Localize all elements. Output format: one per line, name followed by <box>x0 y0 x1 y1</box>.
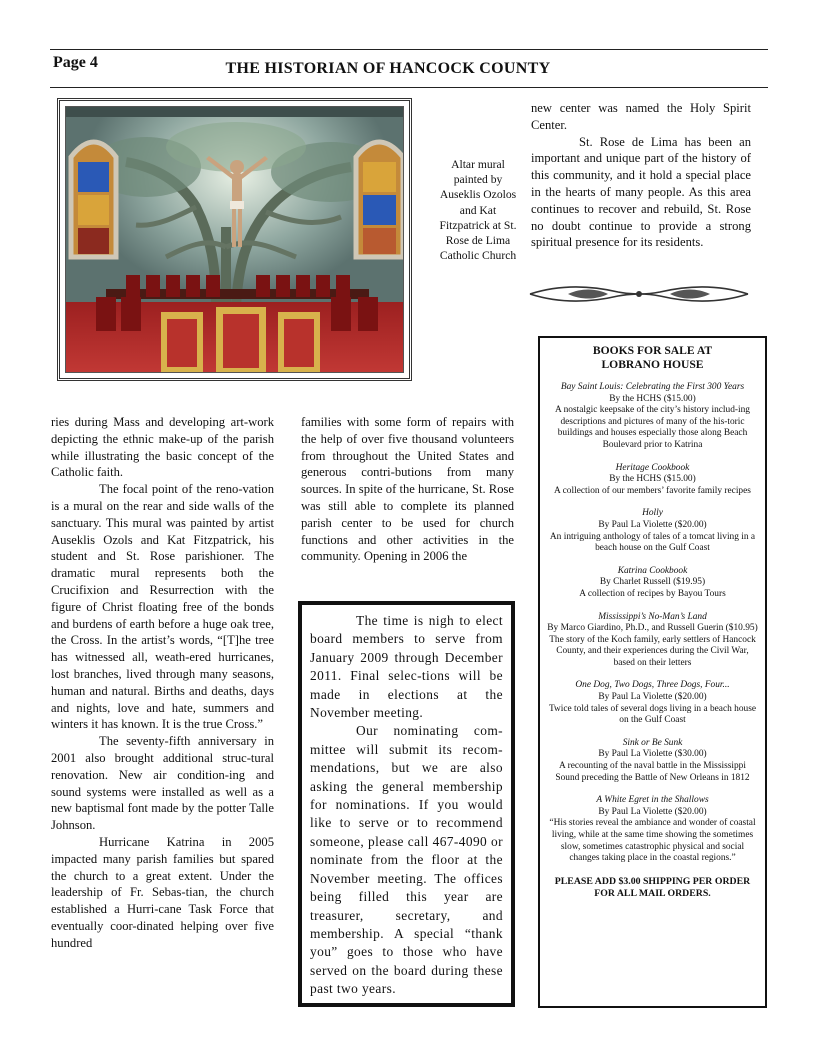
book-description: The story of the Koch family, early settlers of Hancock County, and their experiences during the Civil War, based on their letters <box>549 634 756 668</box>
book-item <box>546 508 759 554</box>
column-two-text <box>301 414 514 565</box>
book-title: A White Egret in the Shallows <box>596 795 709 806</box>
paragraph: The seventy-fifth anniversary in 2001 also brought additional struc-tural renovation. New air condition-ing and sound systems were installed as well as a new baptismal font made by the potter Talle Johnson. <box>51 734 274 833</box>
nominations-notice-box <box>298 601 515 1007</box>
header-rule-top <box>50 49 768 50</box>
paragraph: St. Rose de Lima has been an important and unique part of the history of this community, and it hold a special place in the hearts of many people. As this area continues to recover and rebuild, St. Rose no doubt continue to provide a strong spiritual presence for its residents. <box>531 134 751 250</box>
book-item <box>546 795 759 865</box>
book-title: Katrina Cookbook <box>617 565 688 576</box>
books-heading <box>546 344 759 372</box>
page-number: Page 4 <box>53 54 98 71</box>
book-item <box>546 738 759 784</box>
paragraph: new center was named the Holy Spirit Center. <box>531 101 751 132</box>
paragraph: The time is nigh to elect board members to serve from January 2009 through December 2011. Final selec-tions will be made in elections at the November meeting. <box>310 613 503 721</box>
book-title: Holly <box>642 508 663 519</box>
book-description: An intriguing anthology of tales of a tomcat living in a beach house on the Gulf Coast <box>549 531 756 554</box>
book-author: By the HCHS ($15.00) <box>609 474 696 485</box>
header-rule-bottom <box>50 87 768 88</box>
book-title: Bay Saint Louis: Celebrating the First 300 Years <box>560 382 745 392</box>
book-author: By Paul La Violette ($30.00) <box>598 749 707 760</box>
book-description: Twice told tales of several dogs living in a beach house on the Gulf Coast <box>548 703 757 726</box>
book-item <box>546 382 759 452</box>
books-for-sale-box <box>538 336 767 1008</box>
book-author: By the HCHS ($15.00) <box>609 393 696 404</box>
book-author: By Paul La Violette ($20.00) <box>598 692 707 703</box>
book-item <box>546 680 759 726</box>
shipping-note: PLEASE ADD $3.00 SHIPPING PER ORDER FOR ALL MAIL ORDERS. <box>554 875 751 900</box>
book-title: One Dog, Two Dogs, Three Dogs, Four... <box>575 680 730 691</box>
paragraph: Our nominating com-mittee will submit its recom-mendations, but we are also asking the general membership for nominations. If you would like to serve or to recommend someone, please call 467-4090 or nominate from the floor at the November meeting. The offices being filled this year are treasurer, secretary, and membership. A special “thank you” goes to those who have served on the board during these past two years. <box>310 723 503 997</box>
paragraph: The focal point of the reno-vation is a mural on the rear and side walls of the sanctuary. This mural was painted by artist Auseklis Ozols and Kat Fitzpatrick, his student and St. Rose parishioner. The dramatic mural represents both the Crucifixion and Resurrection with the figure of Christ floating free of the bonds and burdens of earth before a huge oak tree, the Cross. In the artist’s words, “[T]he tree has witnessed all, weath-ered hurricanes, lost branches, lived through many seasons, human and natural. Births and deaths, days and nights, love and hate, summers and winters it has known. It is the true Cross.” <box>51 482 274 732</box>
book-author: By Charlet Russell ($19.95) <box>599 577 706 588</box>
decorative-flourish-icon <box>528 283 750 305</box>
books-heading-line: LOBRANO HOUSE <box>601 358 704 371</box>
book-item <box>546 612 759 670</box>
book-title: Heritage Cookbook <box>615 462 690 473</box>
altar-mural-photo <box>65 106 404 373</box>
altar-mural-illustration <box>66 107 404 373</box>
book-item <box>546 463 759 498</box>
altar-mural-photo-frame <box>57 98 412 381</box>
paragraph: families with some form of repairs with the help of over five thousand volunteers from throughout the United States and generous contri-butions from many sources. In spite of the hurricane, St. Rose was still able to complete its planned parish center to be used for church functions and other activities in the community. Opening in 2006 the <box>301 415 514 564</box>
book-item <box>546 566 759 601</box>
books-heading-line: BOOKS FOR SALE AT <box>592 344 713 357</box>
book-title: Mississippi’s No-Man’s Land <box>598 611 707 622</box>
photo-caption: Altar mural painted by Auseklis Ozolos and Kat Fitzpatrick at St. Rose de Lima Catholic Church <box>439 158 517 263</box>
column-one-text <box>51 414 274 952</box>
paragraph: ries during Mass and developing art-work depicting the ethnic make-up of the parish while illustrating the basic concept of the Catholic faith. <box>51 415 274 480</box>
book-author: By Marco Giardino, Ph.D., and Russell Guerin ($10.95) <box>547 623 758 634</box>
publication-title: THE HISTORIAN OF HANCOCK COUNTY <box>225 60 551 77</box>
book-author: By Paul La Violette ($20.00) <box>598 519 707 530</box>
book-title: Sink or Be Sunk <box>622 737 683 748</box>
column-three-text <box>531 100 751 251</box>
book-description: A collection of recipes by Bayou Tours <box>579 588 726 599</box>
book-description: A recounting of the naval battle in the Mississippi Sound preceding the Battle of New Orleans in 1812 <box>555 761 750 783</box>
book-author: By Paul La Violette ($20.00) <box>598 806 707 817</box>
paragraph: Hurricane Katrina in 2005 impacted many parish families but spared the church to a great extent. Under the leadership of Fr. Sebas-tian, the church established a Hurri-cane Task Force that eventually coor-dinated helping over five hundred <box>51 834 274 950</box>
book-description: A collection of our members’ favorite family recipes <box>554 485 751 496</box>
book-description: “His stories reveal the ambiance and wonder of coastal living, while at the same time showing the sometimes slow, sometimes catastrophic physical and social changes taking place in the coastal regions.” <box>549 818 756 864</box>
book-description: A nostalgic keepsake of the city’s history includ-ing descriptions and pictures of many of the his-toric buildings and houses especially those along Beach Boulevard prior to Katrina <box>554 405 750 450</box>
